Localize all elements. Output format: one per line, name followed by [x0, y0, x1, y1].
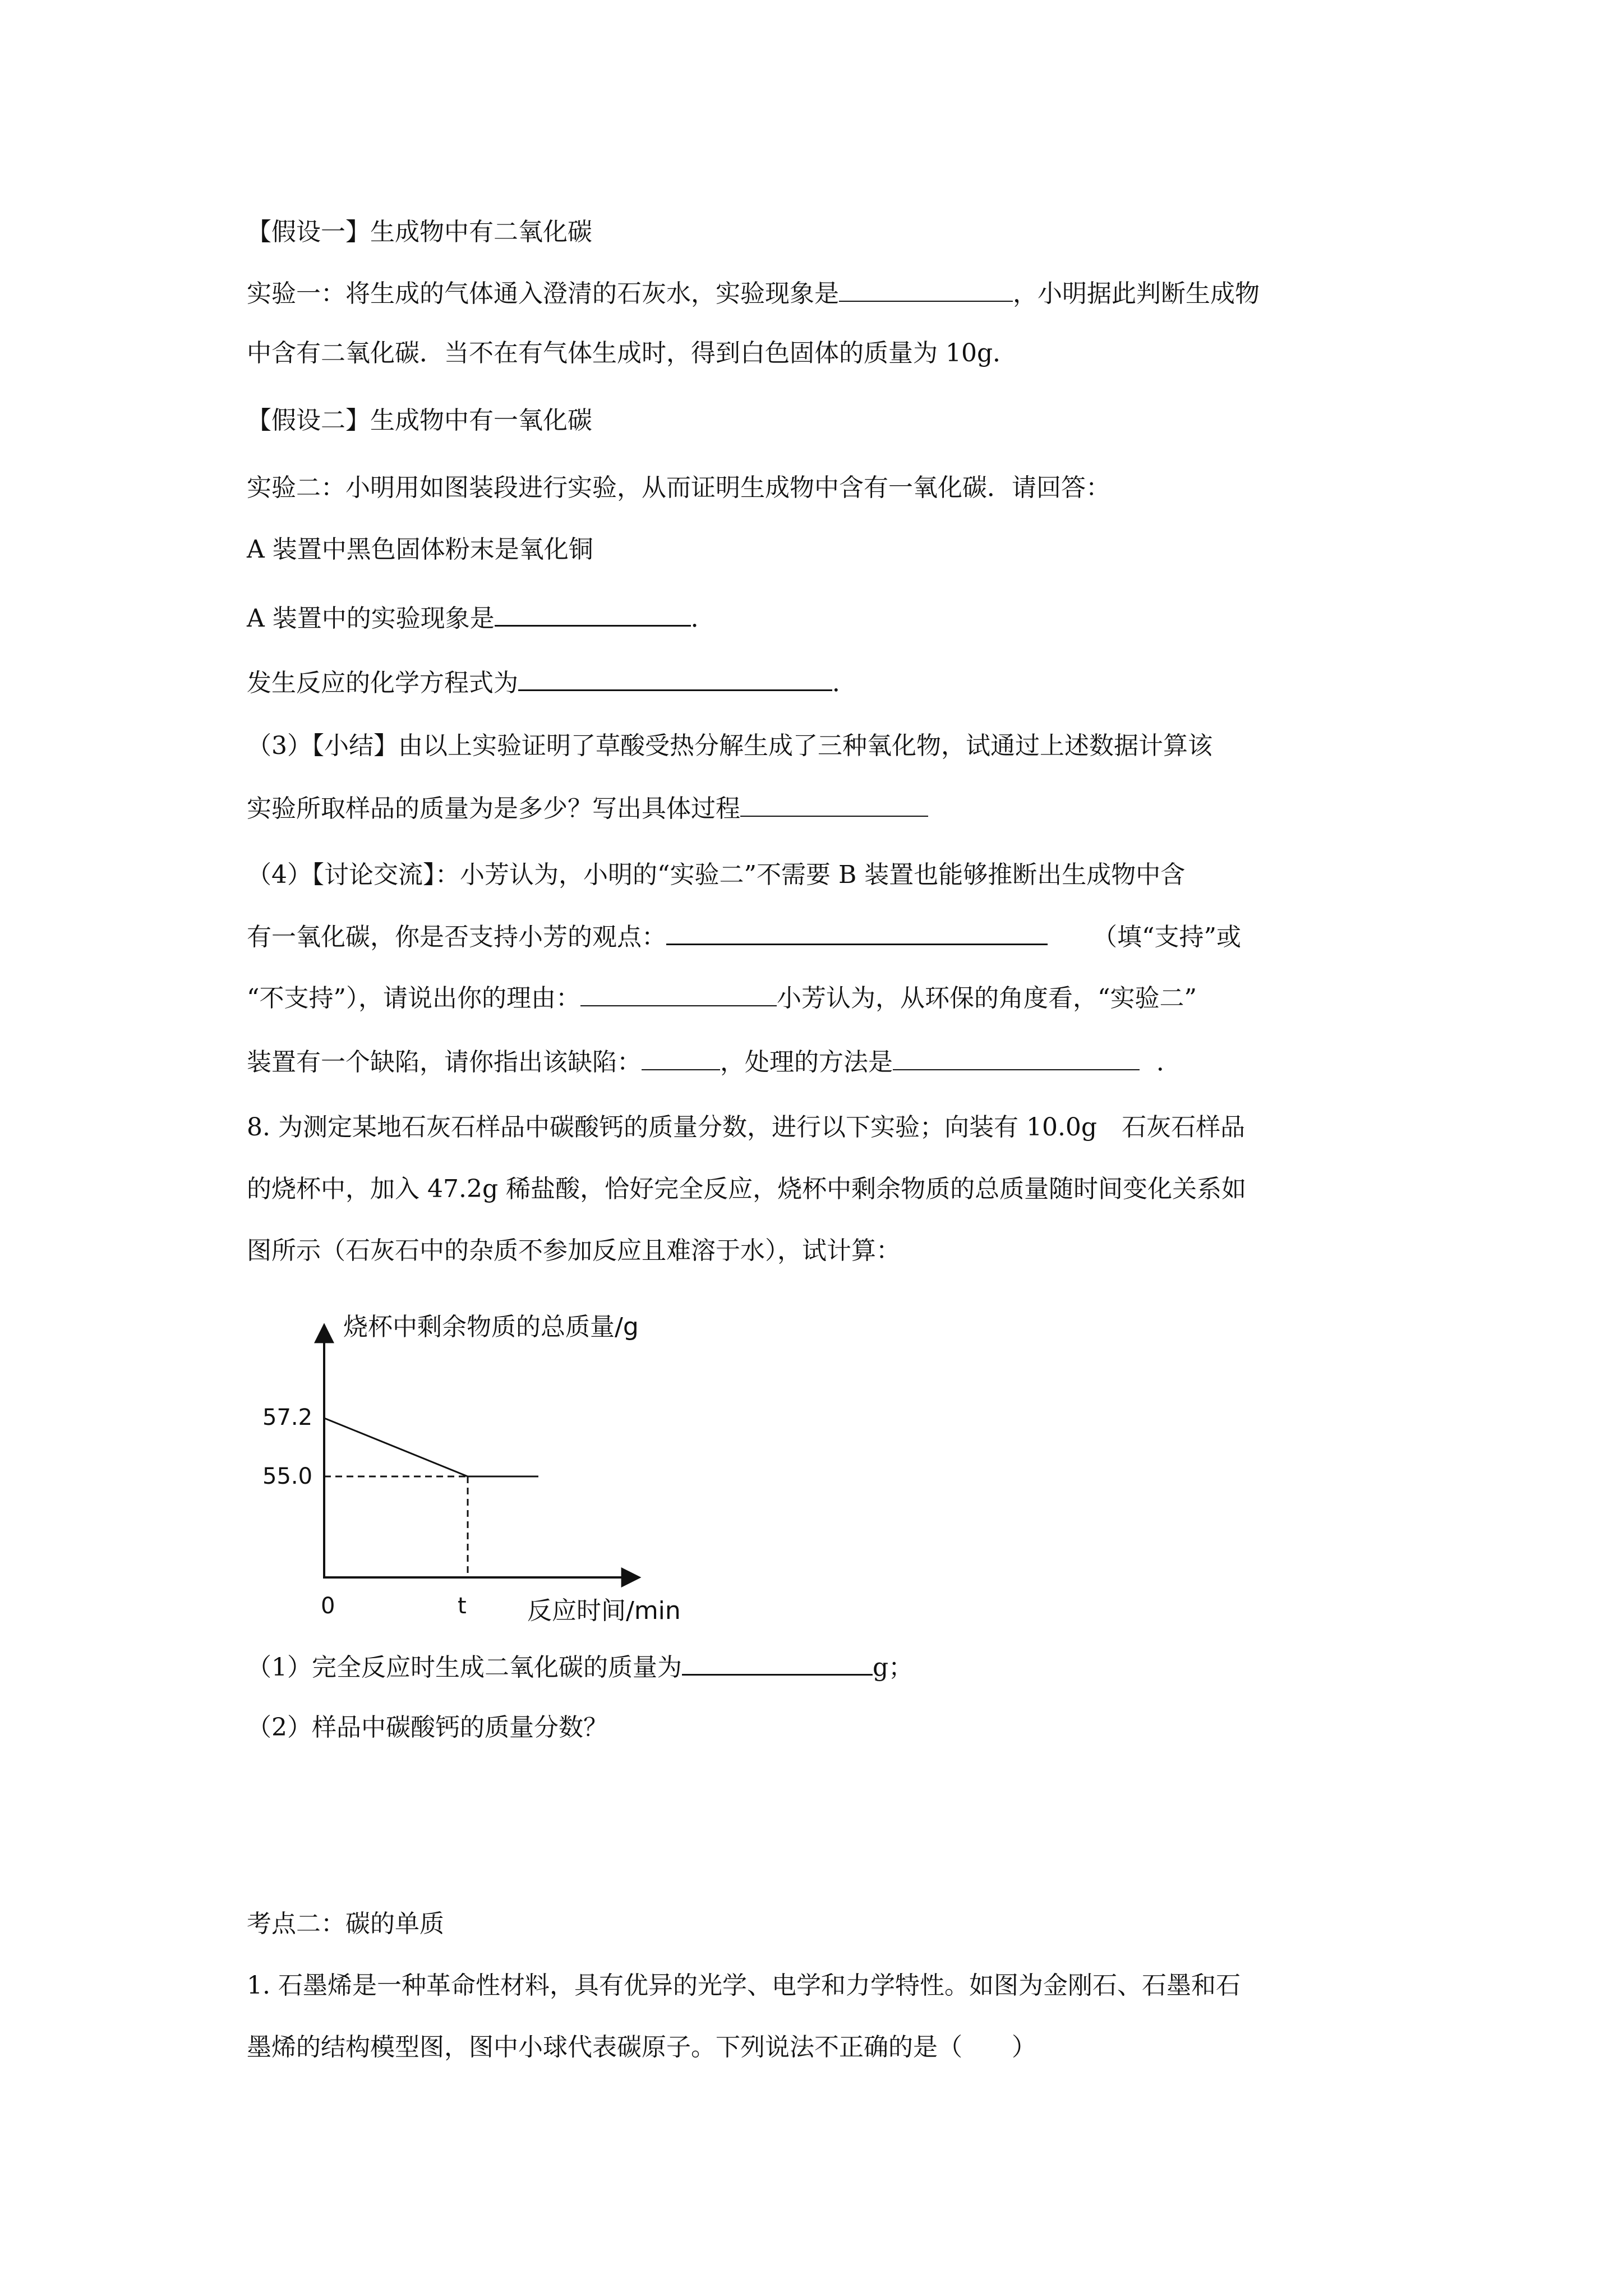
answer-blank[interactable]: [740, 791, 928, 817]
text: 实验所取样品的质量为是多少？写出具体过程: [247, 794, 740, 823]
x-axis-label: 反应时间/min: [527, 1596, 681, 1621]
answer-blank[interactable]: [495, 600, 691, 627]
text: A 装置中的实验现象是: [247, 604, 495, 633]
answer-blank[interactable]: [642, 1045, 720, 1070]
answer-blank[interactable]: [518, 665, 832, 691]
y-tick-label: 55.0: [262, 1464, 313, 1489]
y-tick-label: 57.2: [262, 1405, 313, 1430]
text: 实验一：将生成的气体通入澄清的石灰水，实验现象是: [247, 279, 839, 308]
text: “不支持”），请说出你的理由：: [247, 984, 580, 1013]
question-3-line-1: （3）【小结】由以上实验证明了草酸受热分解生成了三种氧化物，试通过上述数据计算该: [247, 731, 1212, 760]
sub-question-2: （2）样品中碳酸钙的质量分数？: [247, 1713, 608, 1742]
text: 小芳认为，从环保的角度看，“实验二”: [777, 984, 1197, 1013]
problem-1-line-1: 1. 石墨烯是一种革命性材料，具有优异的光学、电学和力学特性。如图为金刚石、石墨和石: [247, 1971, 1241, 2000]
question-4-line-1: （4）【讨论交流】：小芳认为，小明的“实验二”不需要 B 装置也能够推断出生成物中含: [247, 861, 1186, 889]
text: ．: [832, 669, 857, 697]
chemical-equation: [247, 665, 857, 700]
hypothesis-2: 【假设二】生成物中有一氧化碳: [247, 406, 592, 435]
experiment-2: 实验二：小明用如图装段进行实验，从而证明生成物中含有一氧化碳．请回答：: [247, 473, 1110, 502]
experiment-1-line-2: 中含有二氧化碳．当不在有气体生成时，得到白色固体的质量为 10g．: [247, 339, 1018, 367]
text: （1）完全反应时生成二氧化碳的质量为: [247, 1653, 682, 1682]
text: 发生反应的化学方程式为: [247, 669, 518, 697]
mass-time-chart: [247, 1307, 751, 1621]
answer-blank[interactable]: [839, 276, 1013, 302]
text: ，处理的方法是: [720, 1048, 893, 1076]
problem-1-line-2: 墨烯的结构模型图，图中小球代表碳原子。下列说法不正确的是（ ）: [247, 2033, 1036, 2062]
experiment-1-line-1: [247, 276, 1260, 311]
problem-8-line-2: 的烧杯中，加入 47.2g 稀盐酸，恰好完全反应，烧杯中剩余物质的总质量随时间变化关系如: [247, 1175, 1247, 1203]
question-4-line-3: [247, 981, 1197, 1015]
question-4-line-2: [247, 919, 1241, 954]
series-line: [324, 1418, 538, 1476]
device-a-phenomenon: [247, 600, 716, 636]
answer-blank[interactable]: [580, 981, 777, 1006]
chart-marks: [324, 1418, 538, 1577]
problem-8-line-3: 图所示（石灰石中的杂质不参加反应且难溶于水），试计算：: [247, 1236, 901, 1265]
sub-question-1: [247, 1649, 913, 1685]
problem-8-line-1: 8. 为测定某地石灰石样品中碳酸钙的质量分数，进行以下实验；向装有 10.0g 石灰石样品: [247, 1113, 1246, 1142]
text: 有一氧化碳，你是否支持小芳的观点：: [247, 923, 666, 951]
question-3-line-2: [247, 791, 928, 826]
text: ．: [690, 604, 716, 633]
hypothesis-1: 【假设一】生成物中有二氧化碳: [247, 218, 592, 246]
y-axis-label: 烧杯中剩余物质的总质量/g: [343, 1313, 639, 1341]
x-tick-label: t: [458, 1593, 467, 1619]
answer-blank[interactable]: [893, 1045, 1140, 1070]
x-tick-label: 0: [321, 1593, 335, 1619]
answer-blank[interactable]: [682, 1649, 873, 1676]
question-4-line-4: [247, 1045, 1181, 1079]
device-a-powder: A 装置中黑色固体粉末是氧化铜: [247, 535, 593, 564]
text: 装置有一个缺陷，请你指出该缺陷：: [247, 1048, 642, 1076]
answer-blank[interactable]: [666, 919, 1048, 945]
section-title: 考点二：碳的单质: [247, 1910, 444, 1938]
text: （填“支持”或: [1092, 923, 1241, 951]
text: ，小明据此判断生成物: [1013, 279, 1260, 308]
text: ．: [1156, 1048, 1181, 1076]
text: g；: [873, 1653, 914, 1682]
